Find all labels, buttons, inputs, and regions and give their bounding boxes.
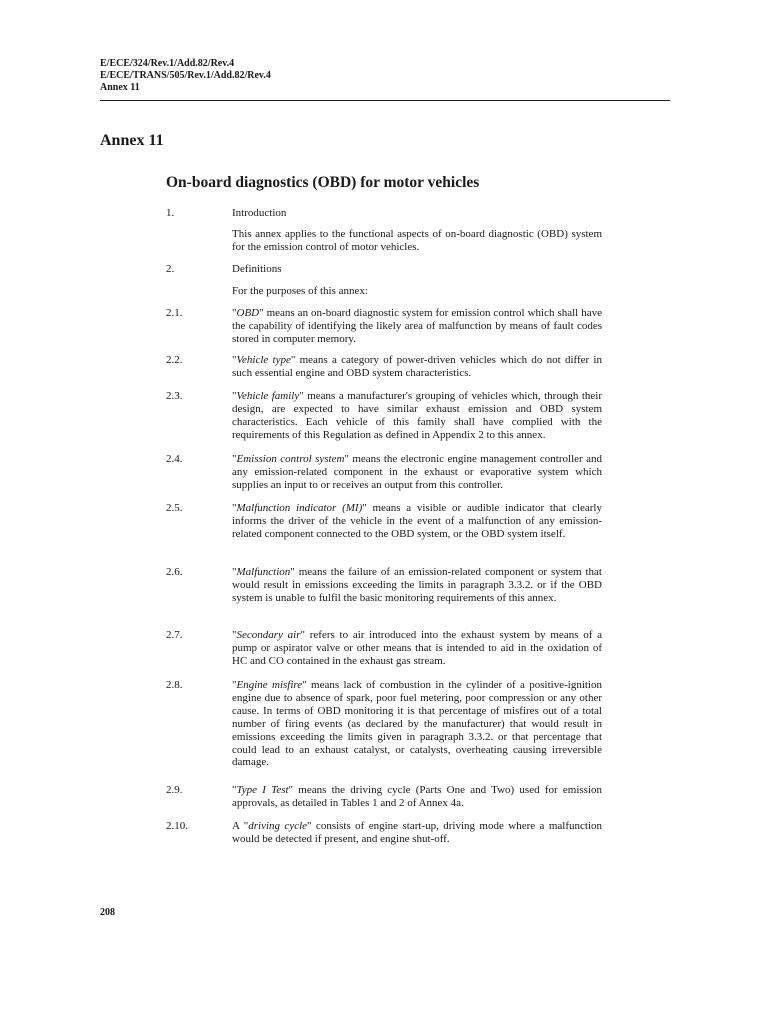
definition-body: " means an on-board diagnostic system for emission control which shall have the capability of identifying the likely area of malfunction by means of fault codes stored in computer memory. <box>232 307 602 345</box>
definition-number: 2.5. <box>166 502 183 514</box>
header-rule <box>100 100 670 101</box>
definition-body: " means the failure of an emission-related component or system that would result in emissions exceeding the limits in paragraph 3.3.2. or if the OBD system is unable to fulfil the basic monitoring requirements of this annex. <box>232 566 602 604</box>
definition-text <box>232 820 602 846</box>
annex-title: Annex 11 <box>100 132 164 149</box>
definition-text: "Secondary air" refers to air introduced into the exhaust system by means of a pump or aspirator valve or other means that is intended to aid in the oxidation of HC and CO contained in the exhaust gas stream. <box>232 629 603 667</box>
defined-term: Engine misfire <box>236 679 303 691</box>
definition-number: 2.1. <box>166 307 183 319</box>
definition-body: " means a manufacturer's grouping of vehicles which, through their design, are expected to have similar exhaust emission and OBD system characteristics. Each vehicle of this family shall have complied with the requirements of this Regulation as defined in Appendix 2 to this annex. <box>232 390 602 441</box>
definition-text: "Vehicle type" means a category of power-driven vehicles which do not differ in such essential engine and OBD system characteristics. <box>232 354 602 379</box>
definition-prefix: A " <box>232 820 249 832</box>
paragraph-text: For the purposes of this annex: <box>232 285 368 297</box>
definition-number: 2.3. <box>166 390 183 402</box>
definition-number: 2.7. <box>166 629 183 641</box>
definition-body: " means the electronic engine management controller and any emission-related component in the exhaust or evaporative system which supplies an input to or receives an output from this controller. <box>232 453 602 491</box>
defined-term: Vehicle family <box>236 390 300 402</box>
definition-body: " consists of engine start-up, driving mode where a malfunction would be detected if present, and engine shut-off. <box>232 820 602 845</box>
page-number: 208 <box>100 907 115 918</box>
header-doc-symbol-1: E/ECE/324/Rev.1/Add.82/Rev.4 <box>100 58 235 69</box>
defined-term: Secondary air <box>236 629 301 641</box>
definition-number: 2.10. <box>166 820 188 832</box>
definition-text: "Emission control system" means the electronic engine management controller and any emission-related component in the exhaust or evaporative system which supplies an input to or receives an output from this controller. <box>232 453 602 491</box>
header-annex: Annex 11 <box>100 82 140 93</box>
running-header <box>100 58 670 94</box>
section-heading: Definitions <box>232 263 282 275</box>
definition-body: " means the driving cycle (Parts One and Two) used for emission approvals, as detailed in Tables 1 and 2 of Annex 4a. <box>232 784 603 809</box>
document-title: On-board diagnostics (OBD) for motor vehicles <box>166 174 480 191</box>
section-number: 1. <box>166 207 175 219</box>
definition-number: 2.9. <box>166 784 183 796</box>
section-number: 2. <box>166 263 175 275</box>
defined-term: Type I Test <box>236 784 289 796</box>
defined-term: Malfunction <box>236 566 291 578</box>
definition-text: "Vehicle family" means a manufacturer's grouping of vehicles which, through their design, are expected to have similar exhaust emission and OBD system characteristics. Each vehicle of this family shall have complied with the requirements of this Regulation as defined in Appendix 2 to this annex. <box>232 390 602 441</box>
definition-body: " means a category of power-driven vehicles which do not differ in such essential engine and OBD system characteristics. <box>232 354 602 379</box>
definition-body: " refers to air introduced into the exhaust system by means of a pump or aspirator valve or other means that is intended to aid in the oxidation of HC and CO contained in the exhaust gas stream. <box>232 629 603 667</box>
defined-term: Malfunction indicator (MI) <box>236 502 363 514</box>
definition-number: 2.4. <box>166 453 183 465</box>
definition-number: 2.2. <box>166 354 183 366</box>
definition-number: 2.6. <box>166 566 183 578</box>
defined-term: driving cycle <box>248 820 308 832</box>
definition-text: "OBD" means an on-board diagnostic system for emission control which shall have the capability of identifying the likely area of malfunction by means of fault codes stored in computer memory. <box>232 307 602 345</box>
defined-term: OBD <box>236 307 260 319</box>
section-heading: Introduction <box>232 207 287 219</box>
defined-term: Vehicle type <box>236 354 291 366</box>
definition-text: "Engine misfire" means lack of combustion in the cylinder of a positive-ignition engine due to absence of spark, poor fuel metering, poor compression or any other cause. In terms of OBD monitoring it is that percentage of misfires out of a total number of firing events (as declared by the manufacturer) that would result in emissions exceeding the limits given in paragraph 3.3.2. or that percentage that could lead to an exhaust catalyst, or catalysts, overheating causing irreversible damage. <box>232 679 602 769</box>
definition-body: " means a visible or audible indicator that clearly informs the driver of the vehicle in the event of a malfunction of any emission-related component connected to the OBD system, or the OBD system itself. <box>232 502 602 540</box>
definition-text: "Malfunction" means the failure of an emission-related component or system that would result in emissions exceeding the limits in paragraph 3.3.2. or if the OBD system is unable to fulfil the basic monitoring requirements of this annex. <box>232 566 602 604</box>
definition-text: "Type I Test" means the driving cycle (Parts One and Two) used for emission approvals, as detailed in Tables 1 and 2 of Annex 4a. <box>232 784 603 809</box>
definition-number: 2.8. <box>166 679 183 691</box>
defined-term: Emission control system <box>236 453 345 465</box>
definition-body: " means lack of combustion in the cylinder of a positive-ignition engine due to absence of spark, poor fuel metering, poor compression or any other cause. In terms of OBD monitoring it is that percentage of misfires out of a total number of firing events (as declared by the manufacturer) that would result in emissions exceeding the limits given in paragraph 3.3.2. or that percentage that could lead to an exhaust catalyst, or catalysts, overheating causing irreversible damage. <box>232 679 602 769</box>
paragraph-text: This annex applies to the functional aspects of on-board diagnostic (OBD) system for the emission control of motor vehicles. <box>232 228 602 253</box>
definition-text: "Malfunction indicator (MI)" means a visible or audible indicator that clearly informs the driver of the vehicle in the event of a malfunction of any emission-related component connected to the OBD system, or the OBD system itself. <box>232 502 602 540</box>
header-doc-symbol-2: E/ECE/TRANS/505/Rev.1/Add.82/Rev.4 <box>100 70 271 81</box>
